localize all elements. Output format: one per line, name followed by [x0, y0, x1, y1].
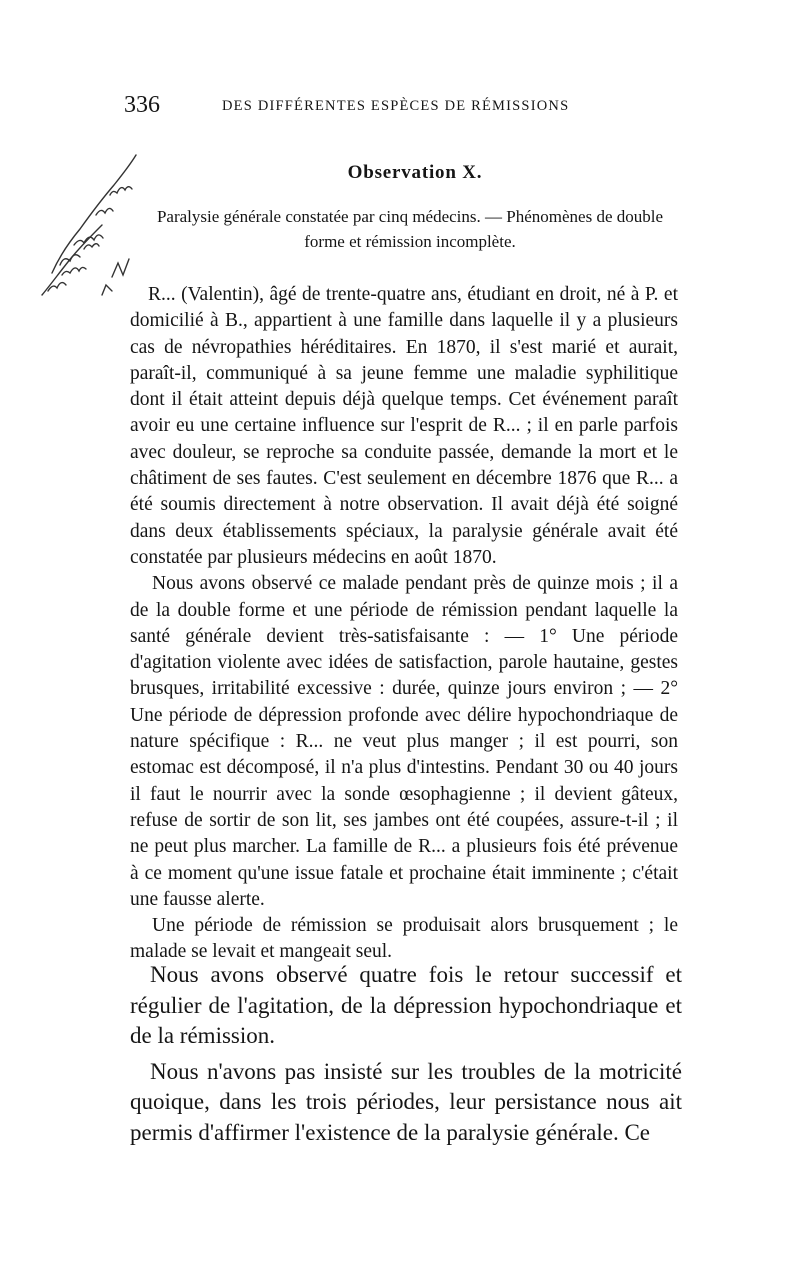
observation-title: Observation X.	[347, 162, 483, 183]
conclusion-paragraph-1: Nous avons observé quatre fois le retour successif et régulier de l'agitation, de la dépression hypochondriaque et de la rémission.	[130, 962, 682, 1048]
conclusion-paragraph-2: Nous n'avons pas insisté sur les troubles de la motricité quoique, dans les trois périodes, leur persistance nous ait permis d'affirmer l'existence de la paralysie générale. Ce	[130, 1058, 682, 1145]
running-title: DES DIFFÉRENTES ESPÈCES DE RÉMISSIONS	[222, 98, 570, 114]
body-paragraph-1: R... (Valentin), âgé de trente-quatre ans, étudiant en droit, né à P. et domicilié à B., appartient à une famille dans laquelle il y a plusieurs cas de névropathies héréditaires. En 1870, il s'est marié et aurait, paraît-il, communiqué à sa jeune femme une maladie syphilitique dont il était atteint depuis déjà quelque temps. Cet événement paraît avoir eu une certaine influence sur l'esprit de R... ; il en parle parfois avec douleur, se reproche sa conduite passée, demande la mort et le châtiment de ses fautes. C'est seulement en décembre 1876 que R... a été soumis directement à notre observation. Il avait déjà été soigné dans deux établissements spéciaux, la paralysie générale avait été constatée par plusieurs médecins en août 1870.	[130, 284, 678, 568]
page-number: 336	[124, 92, 160, 118]
observation-summary: Paralysie générale constatée par cinq médecins. — Phénomènes de double forme et rémission incomplète.	[156, 207, 664, 251]
conclusion-text	[130, 960, 682, 1148]
observation-body	[130, 282, 678, 966]
body-paragraph-3: Une période de rémission se produisait alors brusquement ; le malade se levait et mangeait seul.	[130, 915, 678, 963]
body-paragraph-2: Nous avons observé ce malade pendant près de quinze mois ; il a de la double forme et une période de rémission pendant laquelle la santé générale devient très-satisfaisante : — 1° Une période d'agitation violente avec idées de satisfaction, parole hautaine, gestes brusques, irritabilité excessive : durée, quinze jours environ ; — 2° Une période de dépression profonde avec délire hypochondriaque de nature spécifique : R... ne veut plus manger ; il est pourri, son estomac est décomposé, il n'a plus d'intestins. Pendant 30 ou 40 jours il faut le nourrir avec la sonde œsophagienne ; il devient gâteux, refuse de sortir de son lit, ses jambes ont été coupées, assure-t-il ; il ne peut plus marcher. La famille de R... a plusieurs fois été prévenue à ce moment qu'une issue fatale et prochaine était imminente ; c'était une fausse alerte.	[130, 573, 678, 910]
